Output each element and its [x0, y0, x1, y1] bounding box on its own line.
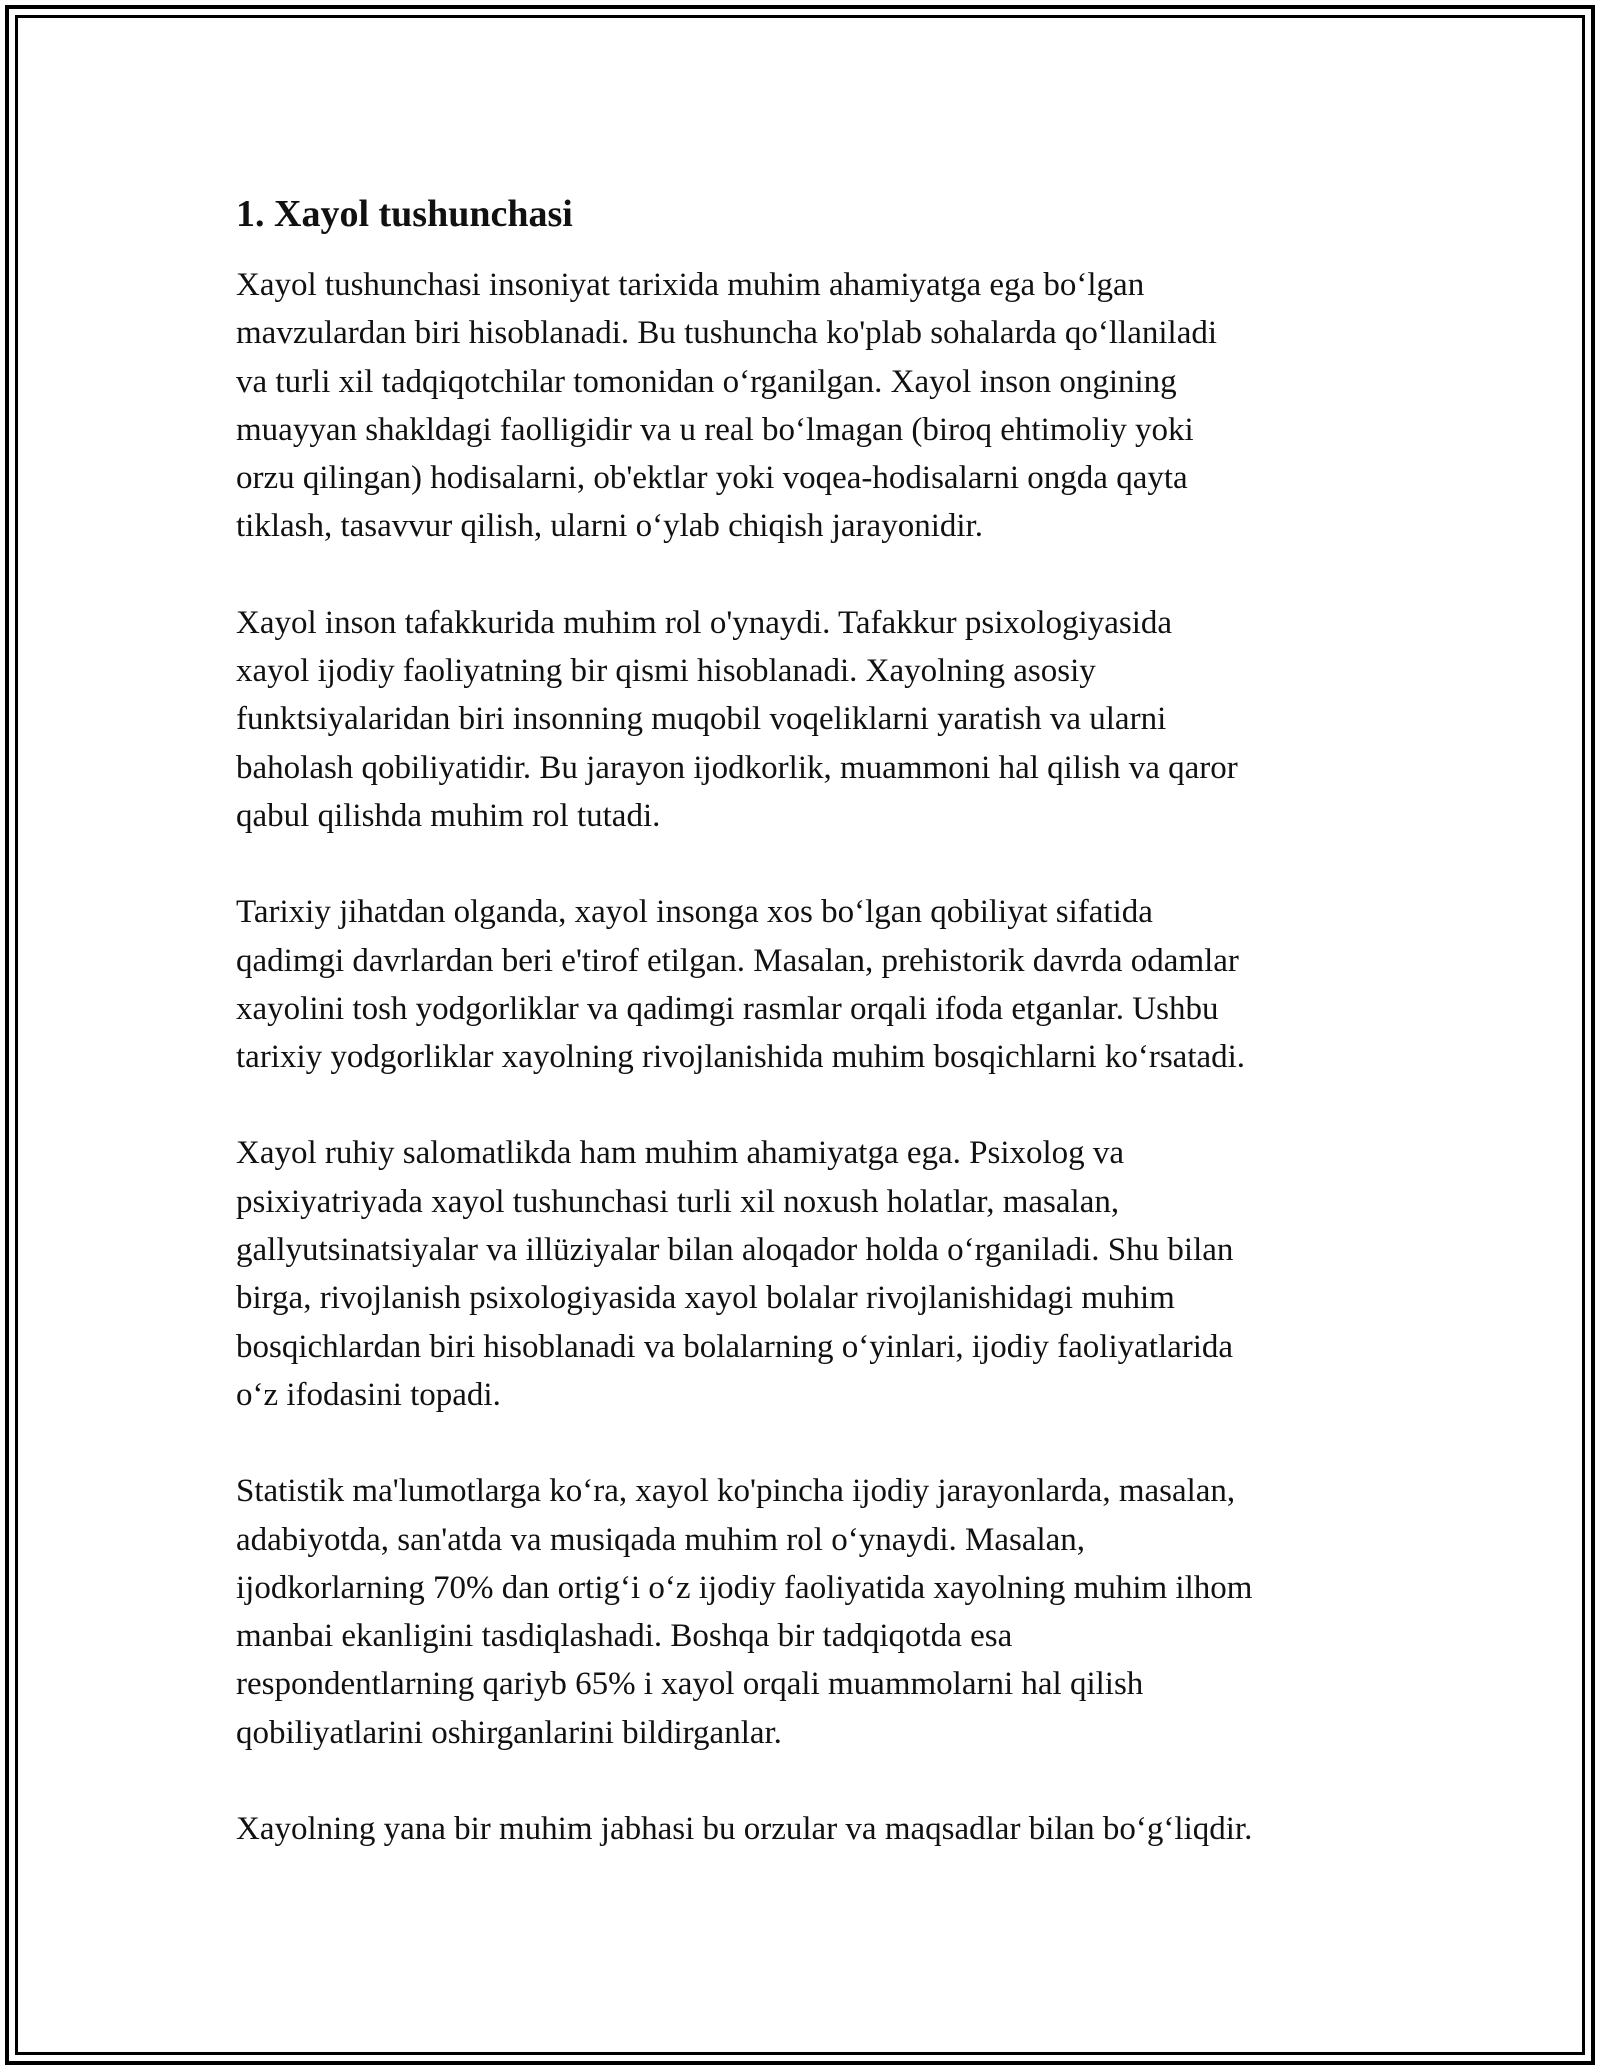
- paragraph-5: Statistik ma'lumotlarga ko‘ra, xayol ko'pincha ijodiy jarayonlarda, masalan, adabiyotda, san'atda va musiqada muhim rol o‘ynaydi. Masalan, ijodkorlarning 70% dan ortig‘i o‘z ijodiy faoliyatida xayolning muhim ilhom manbai ekanligini tasdiqlashadi. Boshqa bir tadqiqotda esa respondentlarning qariyb 65% i xayol orqali muammolarni hal qilish qobiliyatlarini oshirganlarini bildirganlar.: [236, 1473, 1253, 1751]
- paragraph-4: Xayol ruhiy salomatlikda ham muhim ahamiyatga ega. Psixolog va psixiyatriyada xayol tushunchasi turli xil noxush holatlar, masalan, gallyutsinatsiyalar va illüziyalar bilan aloqador holda o‘rganiladi. Shu bilan birga, rivojlanish psixologiyasida xayol bolalar rivojlanishidagi muhim bosqichlardan biri hisoblanadi va bolalarning o‘yinlari, ijodiy faoliyatlarida o‘z ifodasini topadi.: [236, 1135, 1234, 1413]
- document-body: [236, 186, 1376, 1901]
- section-heading: 1. Xayol tushunchasi: [236, 193, 573, 235]
- paragraph-6: Xayolning yana bir muhim jabhasi bu orzular va maqsadlar bilan bo‘g‘liqdir.: [236, 1811, 1253, 1848]
- paragraph-1: Xayol tushunchasi insoniyat tarixida muhim ahamiyatga ega bo‘lgan mavzulardan biri hisoblanadi. Bu tushuncha ko'plab sohalarda qo‘llaniladi va turli xil tadqiqotchilar tomonidan o‘rganilgan. Xayol inson ongining muayyan shakldagi faolligidir va u real bo‘lmagan (biroq ehtimoliy yoki orzu qilingan) hodisalarni, ob'ektlar yoki voqea-hodisalarni ongda qayta tiklash, tasavvur qilish, ularni o‘ylab chiqish jarayonidir.: [236, 267, 1218, 545]
- paragraph-2: Xayol inson tafakkurida muhim rol o'ynaydi. Tafakkur psixologiyasida xayol ijodiy faoliyatning bir qismi hisoblanadi. Xayolning asosiy funktsiyalaridan biri insonning muqobil voqeliklarni yaratish va ularni baholash qobiliyatidir. Bu jarayon ijodkorlik, muammoni hal qilish va qaror qabul qilishda muhim rol tutadi.: [236, 604, 1238, 834]
- paragraph-3: Tarixiy jihatdan olganda, xayol insonga xos bo‘lgan qobiliyat sifatida qadimgi davrlardan beri e'tirof etilgan. Masalan, prehistorik davrda odamlar xayolini tosh yodgorliklar va qadimgi rasmlar orqali ifoda etganlar. Ushbu tarixiy yodgorliklar xayolning rivojlanishida muhim bosqichlarni ko‘rsatadi.: [236, 894, 1246, 1076]
